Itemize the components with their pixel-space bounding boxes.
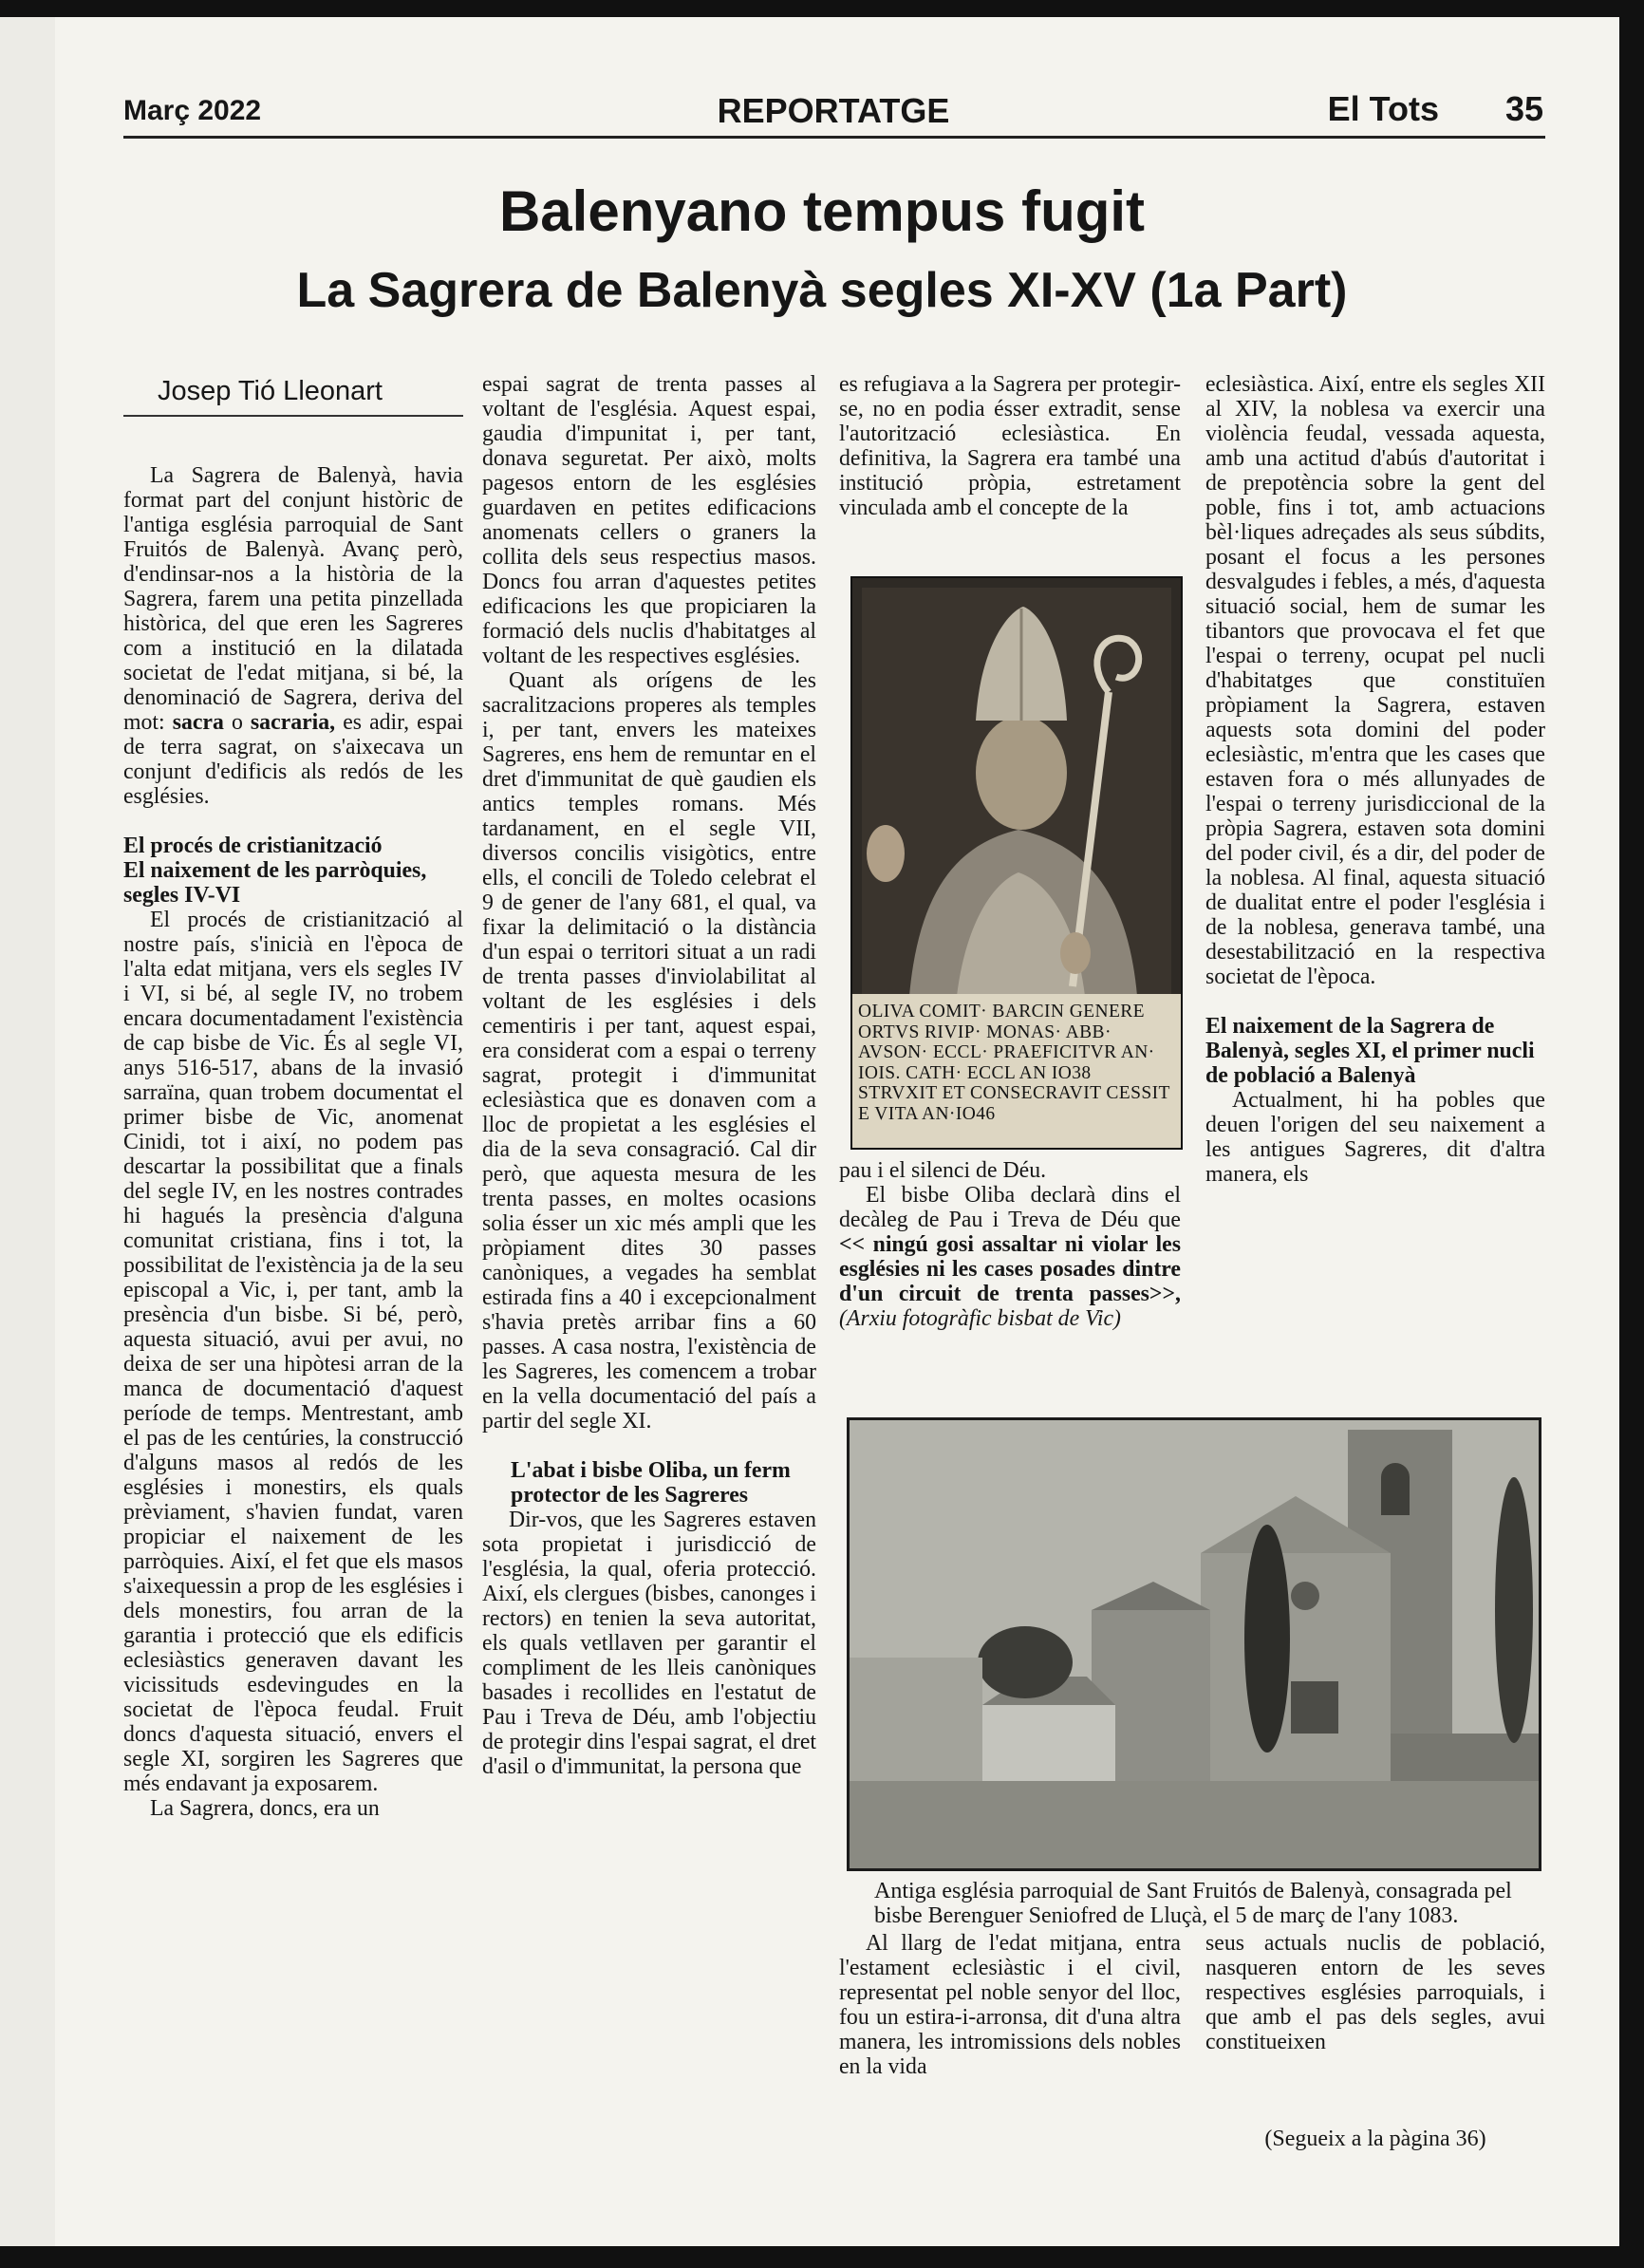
paragraph: Actualment, hi ha pobles que deuen l'origen del seu naixement a les antigues Sagreres, dit d'altra manera, els (1205, 1088, 1545, 1187)
paragraph: La Sagrera de Balenyà, havia format part del conjunt històric de l'antiga església parroquial de Sant Fruitós de Balenyà. Avanç però, d'endinsar-nos a la història de la Sagrera, farem una petita pinzellada històrica, del que eren les Sagreres com a institució en la dilatada societat de l'edat mitjana, si bé, la denominació de Sagrera, deriva del mot: sacra o sacraria, es adir, espai de terra sagrat, on s'aixecava un conjunt d'edificis als redós de les esglésies. (123, 463, 464, 809)
portrait-inscription: OLIVA COMIT· BARCIN GENERE ORTVS RIVIP· MONAS· ABB· AVSON· ECCL· PRAEFICITVR AN· IOIS. CATH· ECCL AN IO38 STRVXIT ET CONSECRAVIT CESSIT E VITA AN·IO46 (852, 994, 1181, 1148)
section-heading: El naixement de les parròquies, segles IV-VI (123, 858, 427, 908)
header-rule (123, 136, 1545, 139)
paragraph: Dir-vos, que les Sagreres estaven sota propietat i jurisdicció de l'església, la qual, oferia protecció. Així, els clergues (bisbes, canonges i rectors) en tenien la seva autoritat, els quals vetllaven per garantir el compliment de les lleis canòniques basades i recollides en l'estatut de Pau i Treva de Déu, amb l'objectiu de protegir dins l'espai sagrat, el dret d'asil o d'immunitat, la persona que (482, 1508, 816, 1779)
paragraph: La Sagrera, doncs, era un (150, 1796, 380, 1821)
column-3-lower (839, 1158, 1181, 1331)
paragraph: seus actuals nuclis de població, nasqueren entorn de les seves respectives esglésies parroquials, i que amb el pas dels segles, avui constitueixen (1205, 1931, 1545, 2054)
page-header (123, 89, 1543, 137)
facing-page-edge (0, 17, 55, 2246)
church-photo (847, 1417, 1541, 1871)
column-3 (839, 372, 1181, 520)
paragraph: eclesiàstica. Així, entre els segles XII al XIV, la noblesa va exercir una violència feudal, vessada aquesta, amb una actitud d'abús d'autoritat i de prepotència sobre la gent del poble, fins i tot, amb actuacions bèl·liques adreçades als seus súbdits, posant el focus a les persones desvalgudes i febles, a més, d'aquesta situació social, hem de sumar les tibantors que provocava el fet que l'espai o terreny, ocupat pel nucli d'habitatges que constituïen pròpiament la Sagrera, estaven aquests sota domini del poder eclesiàstic, m'entra que les cases que estaven fora o més allunyades de l'espai o terreny jurisdiccional de la pròpia Sagrera, estaven sota domini del poder civil, és a dir, del poder de la noblesa. Al final, aquesta situació de dualitat entre el poder l'església i de la noblesa, generava també, una desestabilització en la respectiva societat de l'època. (1205, 372, 1545, 989)
column-5 (839, 1931, 1181, 2079)
church-image (850, 1420, 1539, 1868)
section-heading: L'abat i bisbe Oliba, un ferm protector de les Sagreres (511, 1458, 791, 1508)
section-heading: El procés de cristianització (123, 834, 383, 858)
portrait-photo-bishop-oliba (850, 576, 1183, 1150)
article-subtitle: La Sagrera de Balenyà segles XI-XV (1a Part) (296, 263, 1348, 318)
section-name: REPORTATGE (717, 91, 950, 130)
byline-rule (123, 415, 463, 417)
column-1 (123, 463, 463, 1821)
column-4 (1205, 372, 1545, 1187)
paragraph: Al llarg de l'edat mitjana, entra l'estament eclesiàstic i el civil, representat pel noble senyor del lloc, fou un estira-i-arronsa, dit d'una altra manera, les intromissions dels nobles en la vida (839, 1931, 1181, 2079)
publication-name: El Tots (1327, 89, 1439, 128)
portrait-image (852, 578, 1181, 996)
continuation-note: (Segueix a la pàgina 36) (1264, 2127, 1486, 2151)
paragraph: espai sagrat de trenta passes al voltant de l'església. Aquest espai, gaudia d'impunitat i, per tant, donava seguretat. Per això, molts pagesos entorn de les esglésies guardaven en petites edificacions anomenats cellers o graners la collita dels seus respectius masos. Doncs fou arran d'aquestes petites edificacions les que propiciaren la formació dels nuclis d'habitatges al voltant de les respectives esglésies. (482, 372, 816, 668)
page-number: 35 (1504, 89, 1543, 128)
church-photo-caption: Antiga església parroquial de Sant Fruitós de Balenyà, consagrada pel bisbe Berenguer Seniofred de Lluçà, el 5 de març de l'any 1083. (874, 1879, 1512, 1928)
column-6 (1205, 1931, 1545, 2054)
section-heading: El naixement de la Sagrera de Balenyà, segles XI, el primer nucli de població a Balenyà (1205, 1014, 1535, 1088)
paragraph: El procés de cristianització al nostre país, s'inicià en l'època de l'alta edat mitjana, vers els segles IV i VI, si bé, al segle IV, no trobem encara documentadament l'existència de cap bisbe de Vic. És al segle VI, anys 516-517, abans de la invasió sarraïna, quan trobem documentat el primer bisbe de Vic, anomenat Cinidi, tot i així, no podem pas descartar la possibilitat que a finals del segle IV, en les nostres contrades hi hagués la presència d'alguna comunitat cristiana, fins i tot, la possibilitat de l'existència ja de la seu episcopal a Vic, i, per tant, amb la presència d'un bisbe. Si bé, però, aquesta situació, avui per avui, no deixa de ser una hipòtesi arran de la manca de documentació d'aquest període de temps. Mentrestant, amb el pas de les centúries, la construcció d'alguns masos al redós de les esglésies i monestirs, els quals prèviament, s'havien fundat, varen propiciar el naixement de les parròquies. Així, el fet que els masos s'aixequessin a prop de les esglésies i dels monestirs, fou arran de la garantia i protecció que els edificis eclesiàstics generaven davant les vicissituds esdevingudes en la societat de l'època feudal. Fruit doncs d'aquesta situació, envers el segle XI, sorgiren les Sagreres que més endavant ja exposarem. (123, 908, 463, 1796)
issue-date: Març 2022 (123, 95, 262, 126)
author-byline: Josep Tió Lleonart (158, 376, 383, 406)
column-2 (482, 372, 816, 1779)
paragraph: El bisbe Oliba declarà dins el decàleg de Pau i Treva de Déu que << ningú gosi assaltar ni violar les esglésies ni les cases posades dintre d'un circuit de trenta passes>>, (Arxiu fotogràfic bisbat de Vic) (839, 1183, 1181, 1331)
paragraph: pau i el silenci de Déu. (839, 1158, 1047, 1183)
paragraph: es refugiava a la Sagrera per protegir-se, no en podia ésser extradit, sense l'autorització eclesiàstica. En definitiva, la Sagrera era també una institució pròpia, estretament vinculada amb el concepte de la (839, 372, 1181, 520)
paragraph: Quant als orígens de les sacralitzacions properes als temples i, per tant, envers les mateixes Sagreres, ens hem de remuntar en el dret d'immunitat de què gaudien els antics temples romans. Més tardanament, en el segle VII, diversos concilis visigòtics, entre ells, el concili de Toledo celebrat el 9 de gener de l'any 681, el qual, va fixar la delimitació o la distància d'un espai o territori situat a un radi de trenta passes d'inviolabilitat al voltant de les esglésies i dels cementiris i per tant, aquest espai, era considerat com a espai o terreny sagrat, protegit i d'immunitat eclesiàstica que es donaven com a lloc de propietat a les esglésies el dia de la seva consagració. Cal dir però, que aquesta mesura de les trenta passes, en moltes ocasions solia ésser un xic més ampli que les pròpiament dites 30 passes canòniques, a vegades ha semblat estirada fins a 40 i excepcionalment s'havia pretès arribar fins a 60 passes. A casa nostra, l'existència de les Sagreres, les comencem a trobar en la vella documentació del país a partir del segle XI. (482, 668, 816, 1434)
article-title: Balenyano tempus fugit (498, 179, 1146, 243)
